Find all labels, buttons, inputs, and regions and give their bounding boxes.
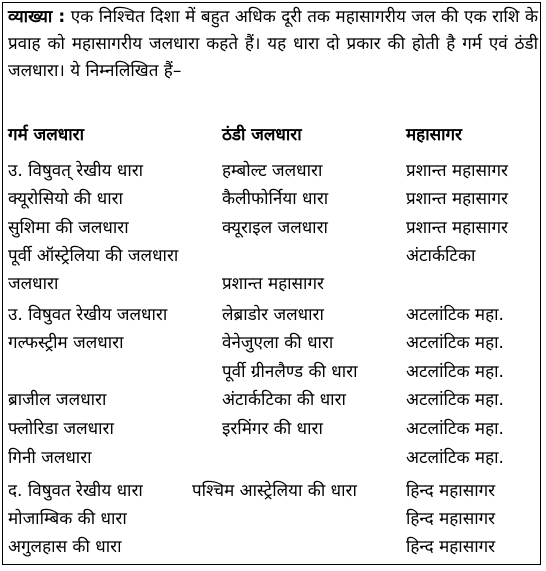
table-row — [0, 185, 546, 213]
table-header-row — [0, 121, 546, 149]
cold-current-cell: इरमिंगर की धारा — [222, 419, 323, 439]
cold-current-cell: प्रशान्त महासागर — [222, 274, 324, 294]
ocean-cell: प्रशान्त महासागर — [406, 189, 508, 209]
ocean-cell: प्रशान्त महासागर — [406, 218, 508, 238]
cold-current-cell: कैलीफोर्निया धारा — [222, 189, 329, 209]
header-cold-current: ठंडी जलधारा — [222, 125, 302, 145]
warm-current-cell: मोजाम्बिक की धारा — [8, 509, 127, 529]
ocean-cell: अटलांटिक महा. — [406, 333, 504, 353]
ocean-cell: हिन्द महासागर — [406, 481, 496, 501]
table-row — [0, 157, 546, 185]
explanation-text: एक निश्चित दिशा में बहुत अधिक दूरी तक महासागरीय जल की एक राशि के प्रवाह को महासागरीय जलधारा कहते हैं। यह धारा दो प्रकार की होती है गर्म एवं ठंडी जलधारा। ये निम्नलिखित हैं– — [8, 7, 538, 81]
warm-current-cell: जलधारा — [8, 274, 59, 294]
cold-current-cell: पूर्वी ग्रीनलैण्ड की धारा — [222, 362, 358, 382]
ocean-cell: अटलांटिक महा. — [406, 390, 504, 410]
warm-current-cell: उ. विषुवत् रेखीय धारा — [8, 161, 144, 181]
header-ocean: महासागर — [406, 125, 463, 145]
ocean-cell: अटलांटिक महा. — [406, 362, 504, 382]
warm-current-cell: पूर्वी ऑस्ट्रेलिया की जलधारा — [8, 246, 179, 266]
warm-current-cell: गल्फस्ट्रीम जलधारा — [8, 333, 124, 353]
table-row — [0, 270, 546, 298]
table-row — [0, 329, 546, 357]
cold-current-cell: क्यूराइल जलधारा — [222, 218, 328, 238]
cold-current-cell: अंटार्कटिका की धारा — [222, 390, 346, 410]
cold-current-cell: पश्चिम आस्ट्रेलिया की धारा — [192, 481, 357, 501]
table-row — [0, 242, 546, 270]
ocean-cell: हिन्द महासागर — [406, 537, 496, 557]
ocean-cell: हिन्द महासागर — [406, 509, 496, 529]
table-row — [0, 386, 546, 414]
ocean-cell: प्रशान्त महासागर — [406, 161, 508, 181]
explanation-paragraph — [8, 4, 538, 85]
warm-current-cell: सुशिमा की जलधारा — [8, 218, 129, 238]
table-row — [0, 358, 546, 386]
warm-current-cell: अगुलहास की धारा — [8, 537, 122, 557]
cold-current-cell: वेनेजुएला की धारा — [222, 333, 334, 353]
warm-current-cell: फ्लोरिडा जलधारा — [8, 419, 114, 439]
table-row — [0, 214, 546, 242]
table-row — [0, 477, 546, 505]
table-row — [0, 444, 546, 472]
header-warm-current: गर्म जलधारा — [8, 125, 85, 145]
explanation-lead: व्याख्या : — [8, 7, 66, 27]
warm-current-cell: क्यूरोसियो की धारा — [8, 189, 123, 209]
ocean-cell: अटलांटिक महा. — [406, 448, 504, 468]
table-row — [0, 533, 546, 561]
cold-current-cell: लेब्राडोर जलधारा — [222, 305, 324, 325]
warm-current-cell: गिनी जलधारा — [8, 448, 92, 468]
table-row — [0, 505, 546, 533]
ocean-cell: अटलांटिक महा. — [406, 419, 504, 439]
warm-current-cell: द. विषुवत रेखीय धारा — [8, 481, 143, 501]
cold-current-cell: हम्बोल्ट जलधारा — [222, 161, 323, 181]
ocean-cell: अटलांटिक महा. — [406, 305, 504, 325]
table-row — [0, 415, 546, 443]
table-row — [0, 301, 546, 329]
warm-current-cell: ब्राजील जलधारा — [8, 390, 107, 410]
warm-current-cell: उ. विषुवत रेखीय जलधारा — [8, 305, 168, 325]
ocean-cell: अंटार्कटिका — [406, 246, 476, 266]
